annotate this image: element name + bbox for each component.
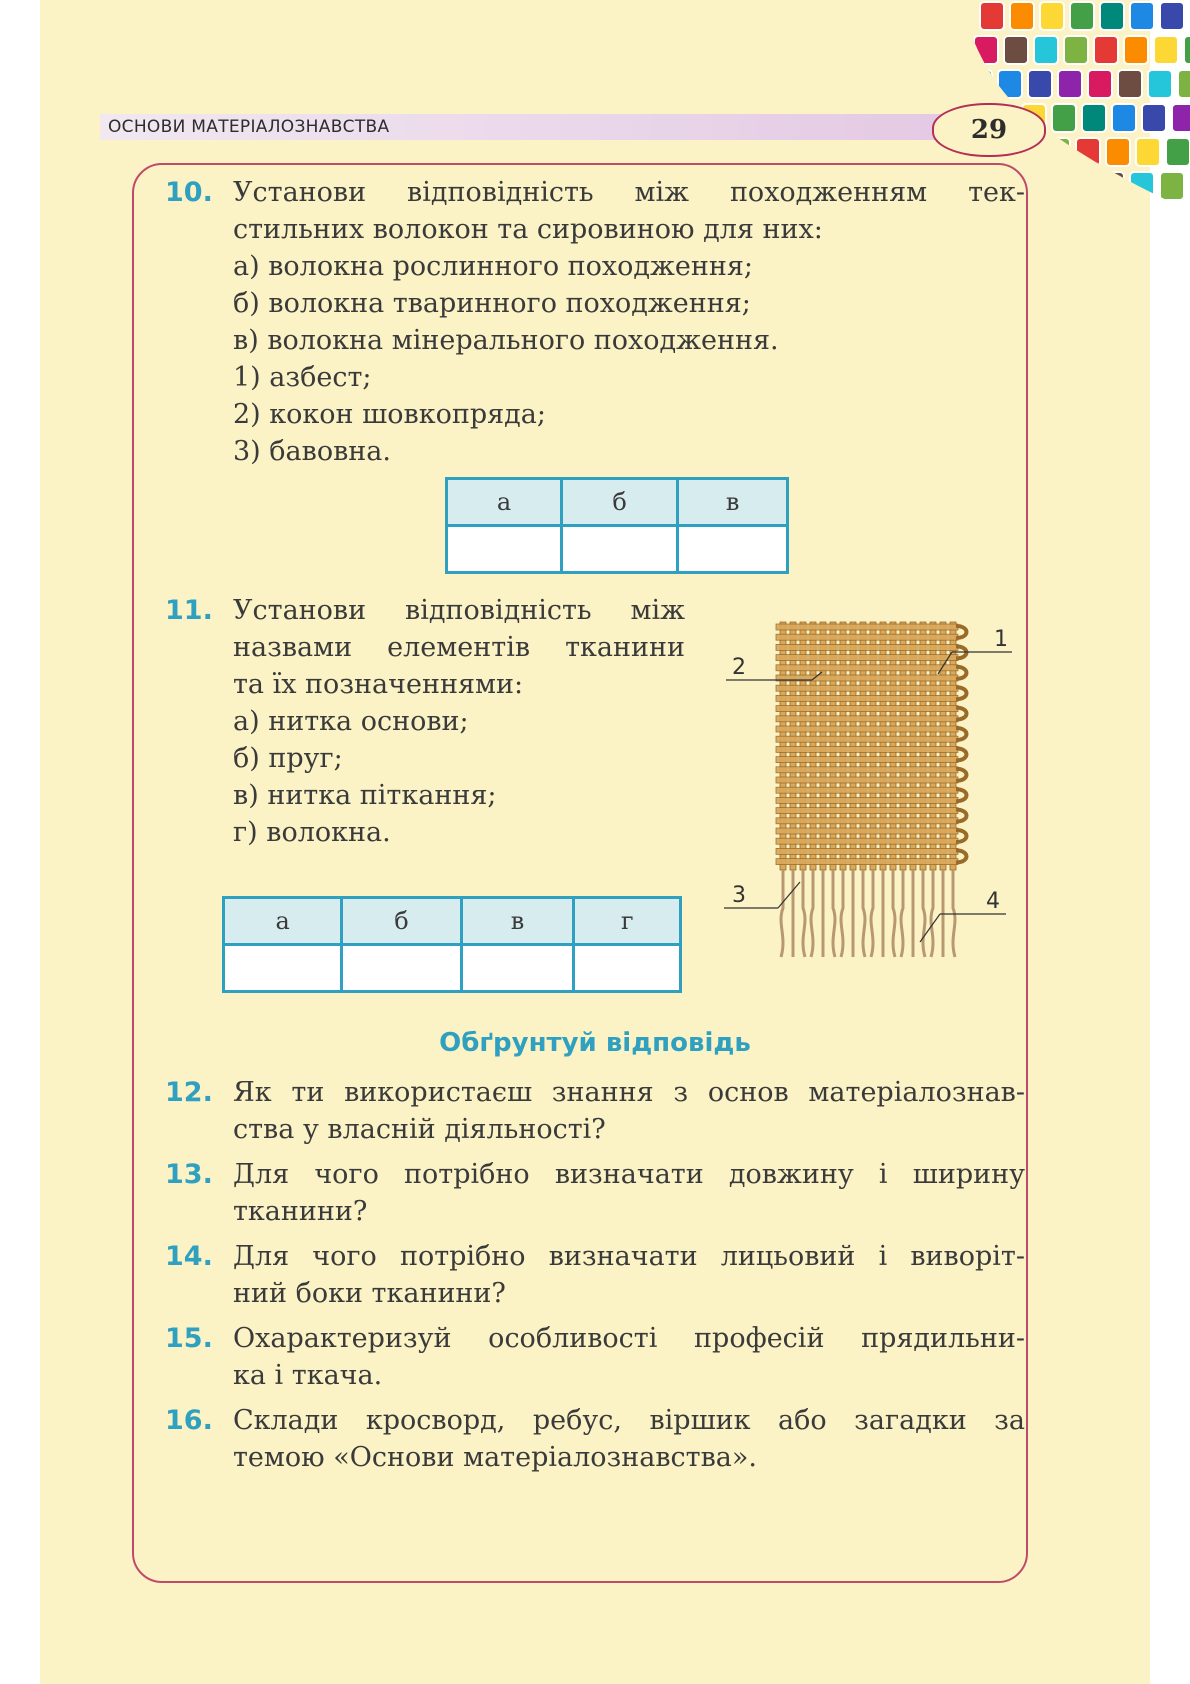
fiber-strand bbox=[863, 870, 865, 957]
answer-table-q10 bbox=[445, 477, 789, 574]
thread-spool bbox=[1166, 138, 1190, 166]
figure-label-4: 4 bbox=[986, 889, 1000, 914]
weft-thread bbox=[776, 726, 958, 732]
answer-cell[interactable] bbox=[461, 945, 574, 992]
table-header-cell: в bbox=[678, 479, 788, 526]
question-number: 14. bbox=[165, 1241, 213, 1272]
fiber-strand bbox=[931, 870, 933, 957]
fiber-fringe bbox=[781, 870, 955, 957]
selvage-loop bbox=[956, 850, 967, 862]
thread-spool bbox=[1094, 36, 1118, 64]
fiber-strand bbox=[901, 870, 903, 957]
question-text-line: Установи відповідність між bbox=[233, 595, 685, 626]
thread-spool bbox=[1142, 104, 1166, 132]
selvage-loop bbox=[956, 667, 967, 679]
weft-thread bbox=[776, 655, 958, 661]
thread-spool bbox=[1064, 36, 1088, 64]
selvage-loop bbox=[956, 830, 967, 842]
thread-spool bbox=[1040, 172, 1064, 200]
answer-option: г) волокна. bbox=[233, 817, 391, 848]
thread-spool bbox=[1082, 104, 1106, 132]
weft-thread bbox=[776, 828, 958, 834]
question-text-line: ний боки тканини? bbox=[233, 1278, 506, 1309]
selvage-loop bbox=[956, 748, 967, 760]
question-number: 10. bbox=[165, 177, 213, 208]
weft-thread bbox=[776, 848, 958, 854]
weft-thread bbox=[776, 736, 958, 742]
weft-thread bbox=[776, 685, 958, 691]
weft-thread bbox=[776, 665, 958, 671]
thread-spool bbox=[1184, 36, 1190, 64]
question-text-line: ства у власній діяльності? bbox=[233, 1114, 606, 1145]
weave-grid bbox=[776, 622, 967, 870]
answer-option: 2) кокон шовкопряда; bbox=[233, 399, 546, 430]
question-number: 12. bbox=[165, 1077, 213, 1108]
weft-thread bbox=[776, 716, 958, 722]
answer-cell[interactable] bbox=[447, 526, 562, 573]
thread-spool bbox=[1070, 2, 1094, 30]
section-heading: Обґрунтуй відповідь bbox=[439, 1028, 751, 1058]
weft-thread bbox=[776, 838, 958, 844]
answer-option: б) пруг; bbox=[233, 743, 343, 774]
question-text-line: та їх позначеннями: bbox=[233, 669, 524, 700]
weft-thread bbox=[776, 777, 958, 783]
question-text-line: Як ти використаєш знання з основ матеріалознав- bbox=[233, 1077, 1025, 1108]
weft-thread bbox=[776, 859, 958, 865]
thread-spool bbox=[1034, 36, 1058, 64]
question-text-line: Для чого потрібно визначати довжину і ширину bbox=[233, 1159, 1025, 1190]
table-header-cell: б bbox=[342, 898, 461, 945]
thread-spool bbox=[1130, 172, 1154, 200]
answer-option: в) нитка піткання; bbox=[233, 780, 497, 811]
weft-thread bbox=[776, 757, 958, 763]
answer-cell[interactable] bbox=[574, 945, 681, 992]
question-13 bbox=[165, 1156, 1025, 1230]
weft-thread bbox=[776, 787, 958, 793]
question-16 bbox=[165, 1402, 1025, 1476]
question-10 bbox=[165, 174, 1025, 470]
question-number: 13. bbox=[165, 1159, 213, 1190]
weft-thread bbox=[776, 695, 958, 701]
answer-cell[interactable] bbox=[678, 526, 788, 573]
table-header-cell: г bbox=[574, 898, 681, 945]
weft-thread bbox=[776, 797, 958, 803]
table-header-cell: а bbox=[447, 479, 562, 526]
question-text-line: Для чого потрібно визначати лицьовий і виворіт- bbox=[233, 1241, 1025, 1272]
selvage-loop bbox=[956, 626, 967, 638]
figure-label-1: 1 bbox=[994, 627, 1008, 652]
question-number: 11. bbox=[165, 595, 213, 626]
figure-label-3: 3 bbox=[732, 883, 746, 908]
fiber-strand bbox=[811, 870, 813, 957]
question-15 bbox=[165, 1320, 1025, 1394]
thread-spool bbox=[998, 70, 1022, 98]
thread-spool bbox=[1130, 2, 1154, 30]
selvage-loop bbox=[956, 769, 967, 781]
thread-spool bbox=[1178, 70, 1190, 98]
answer-option: а) волокна рослинного походження; bbox=[233, 251, 753, 282]
question-14 bbox=[165, 1238, 1025, 1312]
figure-label-2: 2 bbox=[732, 655, 746, 680]
thread-spool bbox=[980, 2, 1004, 30]
question-number: 15. bbox=[165, 1323, 213, 1354]
selvage-loop bbox=[956, 687, 967, 699]
thread-spool bbox=[1136, 138, 1160, 166]
thread-spool bbox=[1124, 36, 1148, 64]
thread-spool bbox=[1040, 2, 1064, 30]
thread-spool bbox=[1100, 2, 1124, 30]
answer-option: а) нитка основи; bbox=[233, 706, 469, 737]
thread-spool bbox=[1154, 36, 1178, 64]
selvage-loop bbox=[956, 708, 967, 720]
page-number: 29 bbox=[932, 103, 1046, 157]
question-text-line: назвами елементів тканини bbox=[233, 632, 685, 663]
thread-spool bbox=[1046, 138, 1070, 166]
thread-spool bbox=[1100, 172, 1124, 200]
weft-thread bbox=[776, 706, 958, 712]
question-11 bbox=[165, 592, 685, 851]
question-text-line: ка і ткача. bbox=[233, 1360, 383, 1391]
fiber-strand bbox=[803, 870, 805, 957]
weft-thread bbox=[776, 624, 958, 630]
thread-spool bbox=[1052, 104, 1076, 132]
selvage-loop bbox=[956, 728, 967, 740]
weft-thread bbox=[776, 644, 958, 650]
thread-spool bbox=[1172, 104, 1190, 132]
question-text-line: стильних волокон та сировиною для них: bbox=[233, 214, 823, 245]
answer-table-q11 bbox=[222, 896, 682, 993]
selvage-loop bbox=[956, 789, 967, 801]
thread-spool bbox=[1118, 70, 1142, 98]
table-header-cell: б bbox=[562, 479, 678, 526]
answer-option: 3) бавовна. bbox=[233, 436, 391, 467]
question-text-line: Охарактеризуй особливості професій прядильни- bbox=[233, 1323, 1025, 1354]
question-text-line: тканини? bbox=[233, 1196, 368, 1227]
weft-thread bbox=[776, 634, 958, 640]
thread-spool bbox=[1010, 2, 1034, 30]
thread-spool bbox=[1148, 70, 1172, 98]
weft-thread bbox=[776, 746, 958, 752]
thread-spool bbox=[1058, 70, 1082, 98]
table-header-cell: а bbox=[224, 898, 342, 945]
fiber-strand bbox=[893, 870, 895, 957]
thread-spool bbox=[1070, 172, 1094, 200]
thread-spool bbox=[968, 70, 992, 98]
fiber-strand bbox=[841, 870, 843, 957]
selvage-loop bbox=[956, 810, 967, 822]
thread-spool bbox=[1112, 104, 1136, 132]
thread-spool bbox=[974, 36, 998, 64]
question-number: 16. bbox=[165, 1405, 213, 1436]
fiber-strand bbox=[923, 870, 925, 957]
running-header: ОСНОВИ МАТЕРІАЛОЗНАВСТВА bbox=[108, 117, 390, 137]
question-text-line: Склади кросворд, ребус, віршик або загадки за bbox=[233, 1405, 1025, 1436]
weft-thread bbox=[776, 767, 958, 773]
question-12 bbox=[165, 1074, 1025, 1148]
thread-spool bbox=[1076, 138, 1100, 166]
fabric-weave-illustration bbox=[720, 612, 1020, 982]
question-text-line: темою «Основи матеріалознавства». bbox=[233, 1442, 757, 1473]
thread-spool bbox=[1004, 36, 1028, 64]
thread-spool bbox=[1088, 70, 1112, 98]
answer-option: б) волокна тваринного походження; bbox=[233, 288, 751, 319]
weft-thread bbox=[776, 808, 958, 814]
fiber-strand bbox=[871, 870, 873, 957]
answer-option: 1) азбест; bbox=[233, 362, 372, 393]
fiber-strand bbox=[781, 870, 783, 957]
thread-spool bbox=[1160, 2, 1184, 30]
answer-cell[interactable] bbox=[224, 945, 342, 992]
weft-thread bbox=[776, 818, 958, 824]
answer-cell[interactable] bbox=[562, 526, 678, 573]
fiber-strand bbox=[833, 870, 835, 957]
thread-spool bbox=[1160, 172, 1184, 200]
question-text-line: Установи відповідність між походженням тек- bbox=[233, 177, 1025, 208]
answer-cell[interactable] bbox=[342, 945, 461, 992]
thread-spool bbox=[1106, 138, 1130, 166]
table-header-cell: в bbox=[461, 898, 574, 945]
answer-option: в) волокна мінерального походження. bbox=[233, 325, 779, 356]
thread-spool bbox=[1028, 70, 1052, 98]
